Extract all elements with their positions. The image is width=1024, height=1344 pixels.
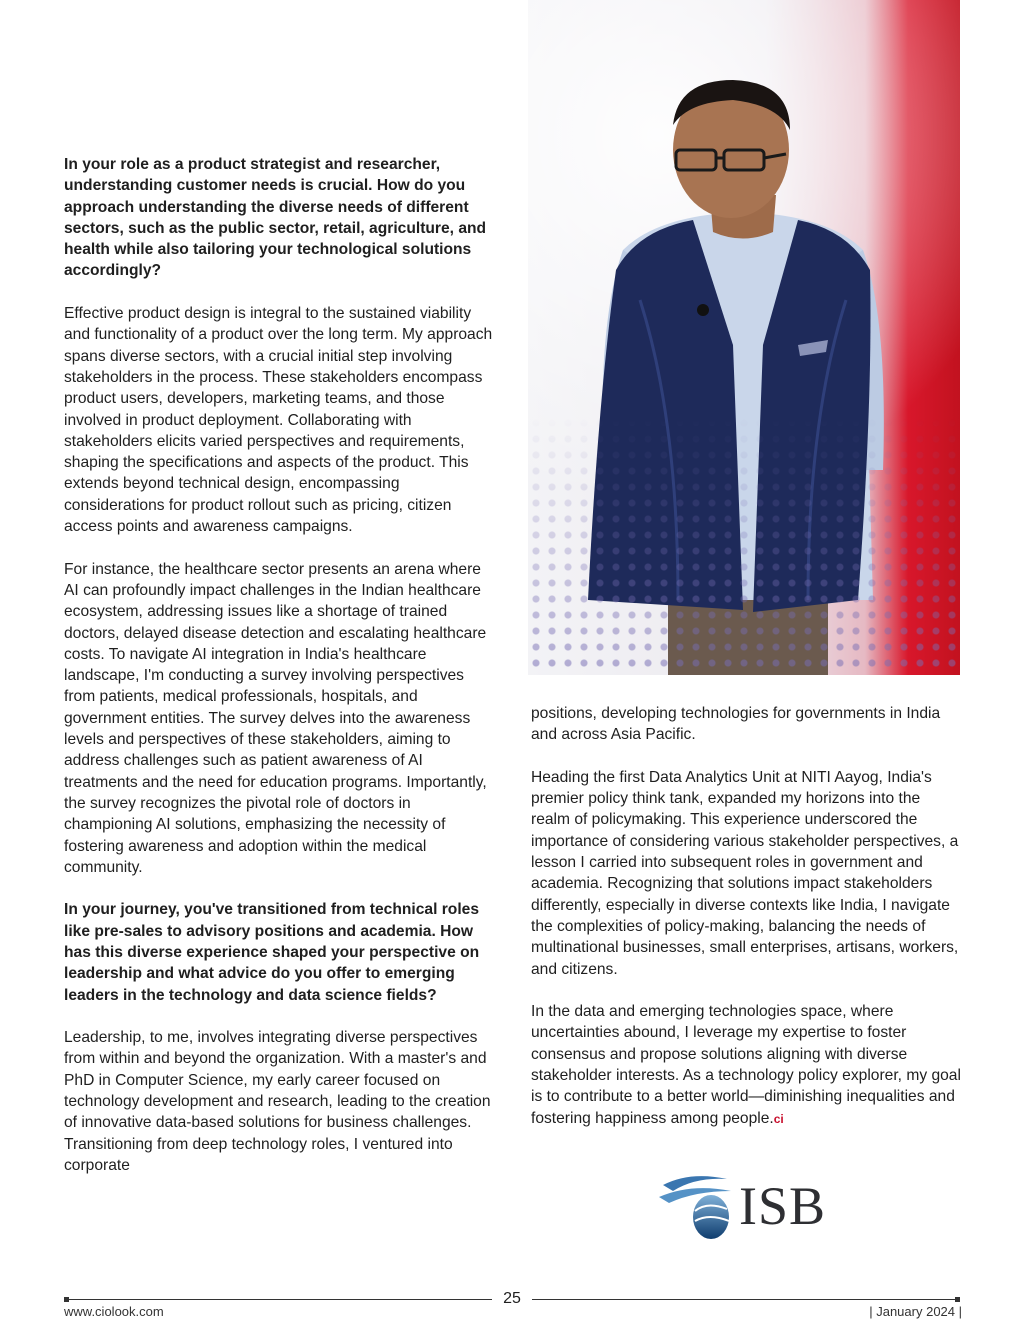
interview-question-2: In your journey, you've transitioned from technical roles like pre-sales to advisory positions and academia. How has this diverse experience shaped your perspective on leadership and what advice do you offer to emerging leaders in the technology and data science fields? xyxy=(64,901,480,1004)
isb-wave-logo-icon xyxy=(655,1171,735,1241)
isb-logo-text: ISB xyxy=(739,1176,827,1236)
article-end-mark-icon: ci xyxy=(773,1111,784,1126)
answer-2-paragraph-4 xyxy=(531,1001,963,1130)
answer-2-paragraph-1: Leadership, to me, involves integrating diverse perspectives from within and beyond the organization. With a master's and PhD in Computer Science, my early career focused on technology development and research, leading to the creation of innovative data-based solutions for business challenges. Transitioning from deep technology roles, I ventured into corporate xyxy=(64,1029,491,1174)
portrait-photo xyxy=(528,0,960,675)
answer-1-paragraph-2: For instance, the healthcare sector presents an arena where AI can profoundly impact challenges in the Indian healthcare ecosystem, addressing issues like a shortage of trained doctors, delayed disease detection and escalating healthcare costs. To navigate AI integration in India's healthcare landscape, I'm conducting a survey involving perspectives from patients, medical professionals, hospitals, and government entities. The survey delves into the awareness levels and perspectives of these stakeholders, aiming to address challenges such as patient awareness of AI treatments and the need for education programs. Importantly, the survey recognizes the pivotal role of doctors in championing AI solutions, emphasizing the necessity of fostering awareness and adoption within the medical community. xyxy=(64,560,487,876)
page-number: 25 xyxy=(492,1290,532,1308)
footer-issue-date: | January 2024 | xyxy=(869,1304,962,1319)
interview-question-1: In your role as a product strategist and researcher, understanding customer needs is crucial. How do you approach understanding the diverse needs of different sectors, such as the public sector, retail, agriculture, and health while also tailoring your technological solutions accordingly? xyxy=(64,156,487,280)
closing-paragraph-text: In the data and emerging technologies space, where uncertainties abound, I leverage my expertise to foster consensus and propose solutions aligning with diverse stakeholder interests. As a technology policy explorer, my goal is to contribute to a better world—diminishing inequalities and fostering happiness among people. xyxy=(531,1003,961,1127)
answer-1-paragraph-1: Effective product design is integral to the sustained viability and functionality of a product over the long term. My approach spans diverse sectors, with a crucial initial step involving stakeholders in the process. These stakeholders encompass product users, developers, marketing teams, and those involved in product deployment. Collaborating with stakeholders elicits varied perspectives and requirements, shaping the specifications and aspects of the product. This extends beyond technical design, encompassing considerations for product rollout such as pricing, citizen access points and awareness campaigns. xyxy=(64,305,493,536)
stage-backdrop-dots xyxy=(528,415,960,675)
answer-2-paragraph-3: Heading the first Data Analytics Unit at NITI Aayog, India's premier policy think tank, expanded my horizons into the realm of policymaking. This experience underscored the importance of considering various stakeholder perspectives, a lesson I carried into subsequent roles in government and academia. Recognizing that solutions impact stakeholders differently, especially in diverse contexts like India, I navigate the complexities of policy-making, balancing the needs of multinational businesses, small enterprises, artisans, workers, and citizens. xyxy=(531,768,959,978)
footer-website: www.ciolook.com xyxy=(64,1304,164,1319)
answer-2-paragraph-2: positions, developing technologies for governments in India and across Asia Pacific. xyxy=(531,705,941,744)
isb-logo xyxy=(655,1170,840,1242)
left-column xyxy=(64,154,496,1198)
right-column xyxy=(531,703,963,1151)
